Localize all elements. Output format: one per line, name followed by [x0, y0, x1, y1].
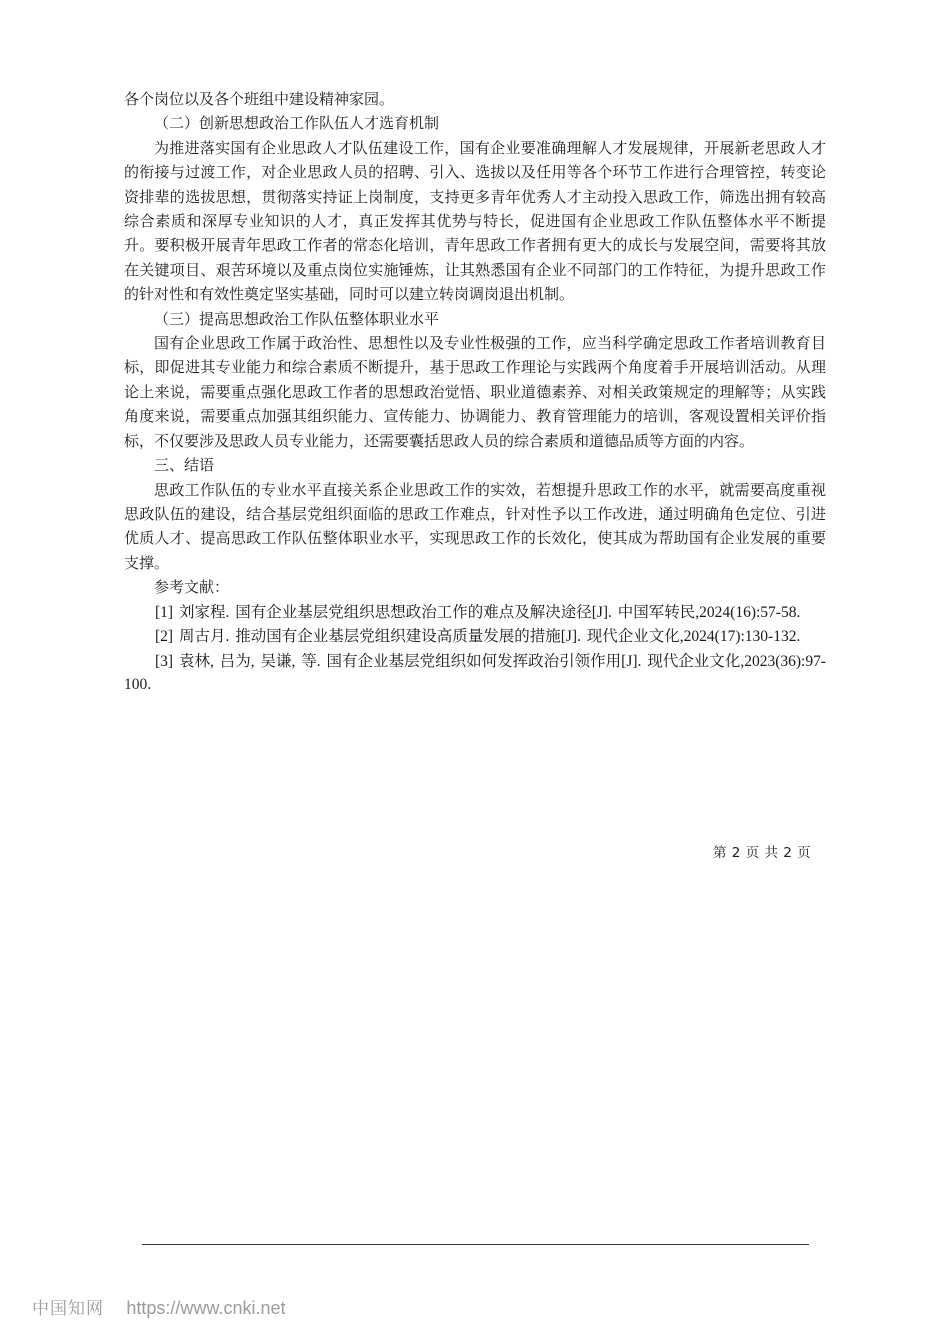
section-heading-2: （二）创新思想政治工作队伍人才选育机制 — [154, 114, 440, 133]
conclusion-paragraph: 思政工作队伍的专业水平直接关系企业思政工作的实效，若想提升思政工作的水平，就需要高度重视思政队伍的建设，结合基层党组织面临的思政工作难点，针对性予以工作改进，通过明确角色定位、引进优质人才、提高思政工作队伍整体职业水平，实现思政工作的长效化，使其成为帮助国有企业发展的重要支撑。 — [124, 480, 826, 572]
references-heading: 参考文献： — [154, 578, 230, 597]
reference-item: [2] 周古月. 推动国有企业基层党组织建设高质量发展的措施[J]. 现代企业文化,2024(17):130-132. — [155, 628, 801, 646]
cnki-watermark — [32, 1294, 285, 1319]
reference-item: [1] 刘家程. 国有企业基层党组织思想政治工作的难点及解决途径[J]. 中国军转民,2024(16):57-58. — [155, 603, 801, 621]
paragraph-continuation: 各个岗位以及各个班组中建设精神家园。 — [124, 90, 395, 108]
watermark-url: https://www.cnki.net — [126, 1298, 286, 1318]
section-heading-3: （三）提高思想政治工作队伍整体职业水平 — [154, 309, 440, 328]
document-body — [124, 87, 826, 697]
watermark-brand: 中国知网 — [32, 1299, 104, 1319]
body-paragraph: 为推进落实国有企业思政人才队伍建设工作，国有企业要准确理解人才发展规律，开展新老思政人才的衔接与过渡工作，对企业思政人员的招聘、引入、选拔以及任用等各个环节工作进行合理管控，转变论资排辈的选拔思想，贯彻落实持证上岗制度，支持更多青年优秀人才主动投入思政工作，筛选出拥有较高综合素质和深厚专业知识的人才，真正发挥其优势与特长，促进国有企业思政工作队伍整体水平不断提升。要积极开展青年思政工作者的常态化培训，青年思政工作者拥有更大的成长与发展空间，需要将其放在关键项目、艰苦环境以及重点岗位实施锤炼，让其熟悉国有企业不同部门的工作特征，为提升思政工作的针对性和有效性奠定坚实基础，同时可以建立转岗调岗退出机制。 — [124, 138, 826, 304]
body-paragraph: 国有企业思政工作属于政治性、思想性以及专业性极强的工作，应当科学确定思政工作者培训教育目标，即促进其专业能力和综合素质不断提升，基于思政工作理论与实践两个角度着手开展培训活动。从理论上来说，需要重点强化思政工作者的思想政治觉悟、职业道德素养、对相关政策规定的理解等；从实践角度来说，需要重点加强其组织能力、宣传能力、协调能力、教育管理能力的培训，客观设置相关评价指标，不仅要涉及思政人员专业能力，还需要囊括思政人员的综合素质和道德品质等方面的内容。 — [124, 334, 826, 450]
footer-divider — [142, 1244, 809, 1245]
reference-item: [3] 袁林, 吕为, 吴谦, 等. 国有企业基层党组织如何发挥政治引领作用[J]. 现代企业文化,2023(36):97-100. — [124, 652, 826, 694]
page-number: 第 2 页 共 2 页 — [713, 845, 812, 861]
conclusion-heading: 三、结语 — [154, 456, 215, 475]
